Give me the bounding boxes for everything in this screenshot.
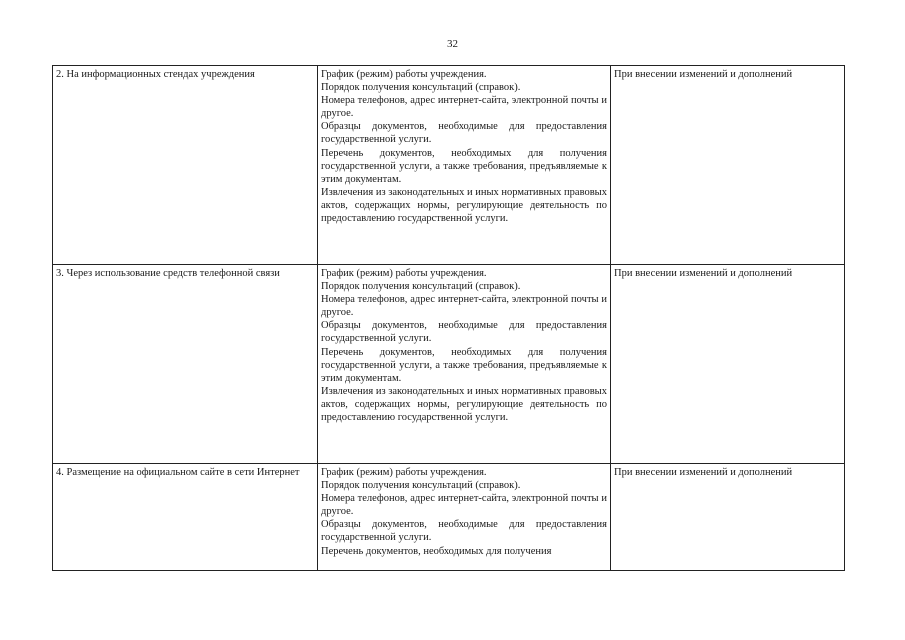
method-text: 2. На информационных стендах учреждения [56, 69, 255, 80]
period-text: При внесении изменений и дополнений [614, 69, 793, 80]
info-line: Перечень документов, необходимых для получения [321, 545, 552, 557]
method-cell [53, 265, 318, 464]
info-line: График (режим) работы учреждения. [321, 268, 487, 279]
table-row [53, 464, 845, 571]
info-line: Порядок получения консультаций (справок). [321, 480, 521, 492]
info-line: Извлечения из законодательных и иных нормативных правовых актов, содержащих нормы, регулирующие деятельность по предоставлению государственной услуги. [321, 186, 607, 225]
period-text: При внесении изменений и дополнений [614, 467, 793, 478]
info-line: Перечень документов, необходимых для получения государственной услуги, а также требования, предъявляемые к этим документам. [321, 346, 607, 384]
table-row [53, 265, 845, 464]
info-line: График (режим) работы учреждения. [321, 467, 487, 478]
info-line: Номера телефонов, адрес интернет-сайта, электронной почты и другое. [321, 493, 607, 518]
method-text: 4. Размещение на официальном сайте в сети Интернет [56, 467, 300, 478]
info-line: Номера телефонов, адрес интернет-сайта, электронной почты и другое. [321, 294, 607, 319]
info-line: Перечень документов, необходимых для получения государственной услуги, а также требования, предъявляемые к этим документам. [321, 147, 607, 185]
info-cell [318, 464, 611, 571]
info-line: Номера телефонов, адрес интернет-сайта, электронной почты и другое. [321, 95, 607, 120]
page-number: 32 [447, 38, 458, 50]
table-row [53, 66, 845, 265]
info-line: Образцы документов, необходимые для предоставления государственной услуги. [321, 320, 607, 345]
info-line: Порядок получения консультаций (справок). [321, 281, 521, 293]
info-line: Извлечения из законодательных и иных нормативных правовых актов, содержащих нормы, регулирующие деятельность по предоставлению государственной услуги. [321, 385, 607, 424]
info-line: Образцы документов, необходимые для предоставления государственной услуги. [321, 519, 607, 544]
period-text: При внесении изменений и дополнений [614, 268, 793, 279]
period-cell [611, 464, 845, 571]
period-cell [611, 66, 845, 265]
method-text: 3. Через использование средств телефонной связи [56, 268, 280, 279]
info-line: Образцы документов, необходимые для предоставления государственной услуги. [321, 121, 607, 146]
method-cell [53, 464, 318, 571]
info-methods-table [52, 65, 845, 571]
info-line: График (режим) работы учреждения. [321, 69, 487, 80]
info-line: Порядок получения консультаций (справок). [321, 82, 521, 94]
period-cell [611, 265, 845, 464]
method-cell [53, 66, 318, 265]
info-cell [318, 265, 611, 464]
info-cell [318, 66, 611, 265]
